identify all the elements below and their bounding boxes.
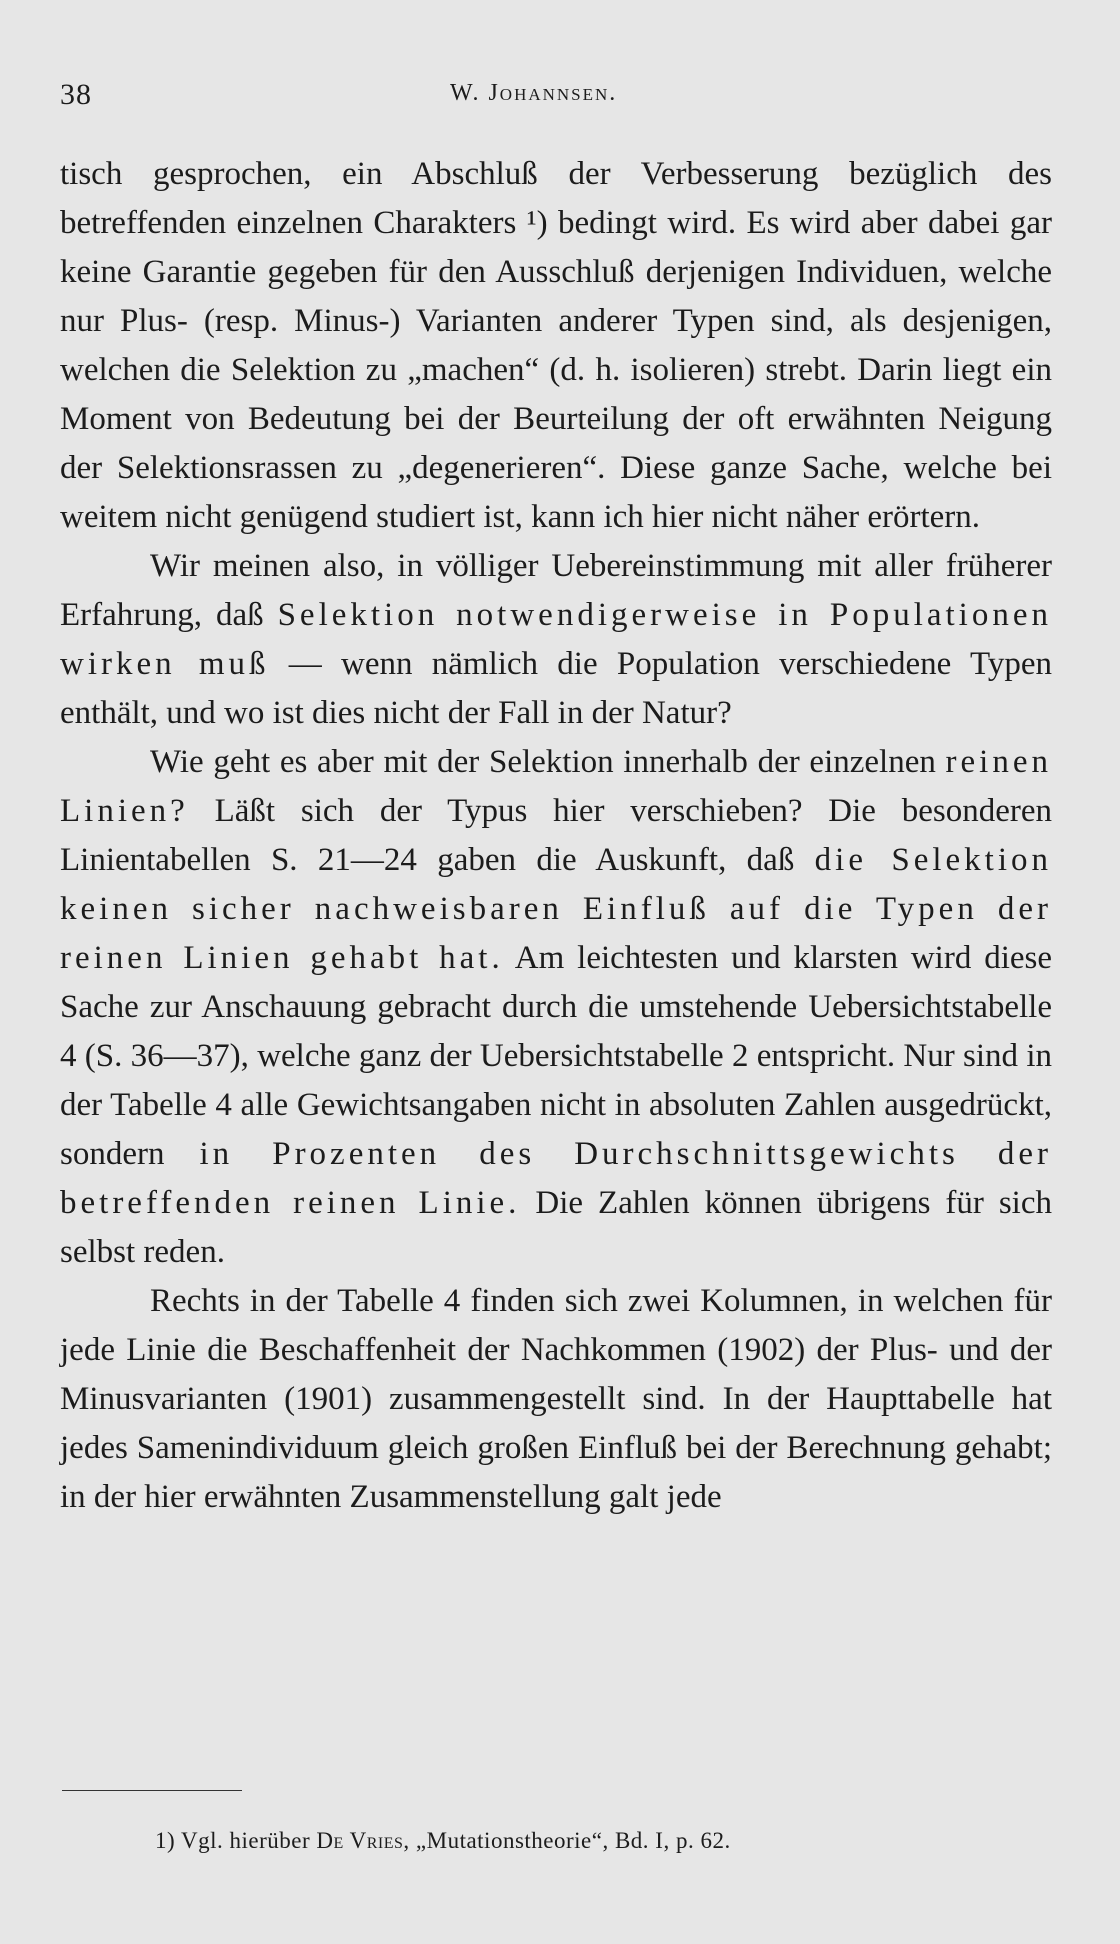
- paragraph-1: [60, 150, 1052, 542]
- paragraph-3: [60, 738, 1052, 1277]
- paragraph-3-text-b: Läßt sich der Typus hier verschieben? Die besonderen Linientabellen S. 21—24 gaben die Auskunft, daß: [60, 793, 1052, 878]
- paragraph-3-spaced-emphasis-1: reinen Linien?: [60, 744, 1052, 829]
- paragraph-3-spaced-emphasis-2: die Selektion keinen sicher nachweisbaren Einfluß auf die Typen der reinen Linien gehabt hat.: [60, 842, 1052, 976]
- paragraph-2: [60, 542, 1052, 738]
- paragraph-3-text-c: Am leichtesten und klarsten wird diese Sache zur Anschauung gebracht durch die umstehende Uebersichtstabelle 4 (S. 36—37), welche ganz der Uebersichtstabelle 2 entspricht. Nur sind in der Tabelle 4 alle Gewichtsangaben nicht in absoluten Zahlen ausgedrückt, sondern: [60, 940, 1052, 1172]
- footnote-divider: [62, 1790, 242, 1791]
- paragraph-2-text-a: Wir meinen also, in völliger Uebereinstimmung mit aller früherer Erfahrung, daß: [60, 548, 1052, 633]
- footnote-marker: 1): [155, 1828, 176, 1853]
- paragraph-4: [60, 1277, 1052, 1522]
- paragraph-2-text-b: — wenn nämlich die Population verschiedene Typen enthält, und wo ist dies nicht der Fall in der Natur?: [60, 646, 1052, 731]
- paragraph-3-text-d: Die Zahlen können übrigens für sich selbst reden.: [60, 1185, 1052, 1270]
- footnote-text-after: , „Mutationstheorie“, Bd. I, p. 62.: [403, 1828, 731, 1853]
- paragraph-4-text: Rechts in der Tabelle 4 finden sich zwei Kolumnen, in welchen für jede Linie die Beschaffenheit der Nachkommen (1902) der Plus- und der Minusvarianten (1901) zusammengestellt sind. In der Haupttabelle hat jedes Samenindividuum gleich großen Einfluß bei der Berechnung gehabt; in der hier erwähnten Zusammenstellung galt jede: [60, 1283, 1052, 1515]
- footnote-text-before: Vgl. hierüber: [181, 1828, 317, 1853]
- page-number: 38: [60, 78, 92, 111]
- paragraph-3-spaced-emphasis-3: in Prozenten des Durchschnittsgewichts der betreffenden reinen Linie.: [60, 1136, 1052, 1221]
- paragraph-1-text: tisch gesprochen, ein Abschluß der Verbesserung bezüglich des betreffenden einzelnen Charakters ¹) bedingt wird. Es wird aber dabei gar keine Garantie gegeben für den Ausschluß derjenigen Individuen, welche nur Plus- (resp. Minus-) Varianten anderer Typen sind, als desjenigen, welchen die Selektion zu „machen“ (d. h. isolieren) strebt. Darin liegt ein Moment von Bedeutung bei der Beurteilung der oft erwähnten Neigung der Selektionsrassen zu „degenerieren“. Diese ganze Sache, welche bei weitem nicht genügend studiert ist, kann ich hier nicht näher erörtern.: [60, 156, 1052, 535]
- paragraph-3-text-a: Wie geht es aber mit der Selektion innerhalb der einzelnen: [150, 744, 946, 780]
- body-text: [60, 150, 1052, 1522]
- running-head: [60, 78, 1060, 118]
- footnote: [155, 1826, 731, 1856]
- footnote-author: De Vries: [316, 1828, 404, 1853]
- paragraph-2-spaced-emphasis: Selektion notwendigerweise in Populationen wirken muß: [60, 597, 1052, 682]
- running-title: W. Johannsen.: [450, 80, 618, 106]
